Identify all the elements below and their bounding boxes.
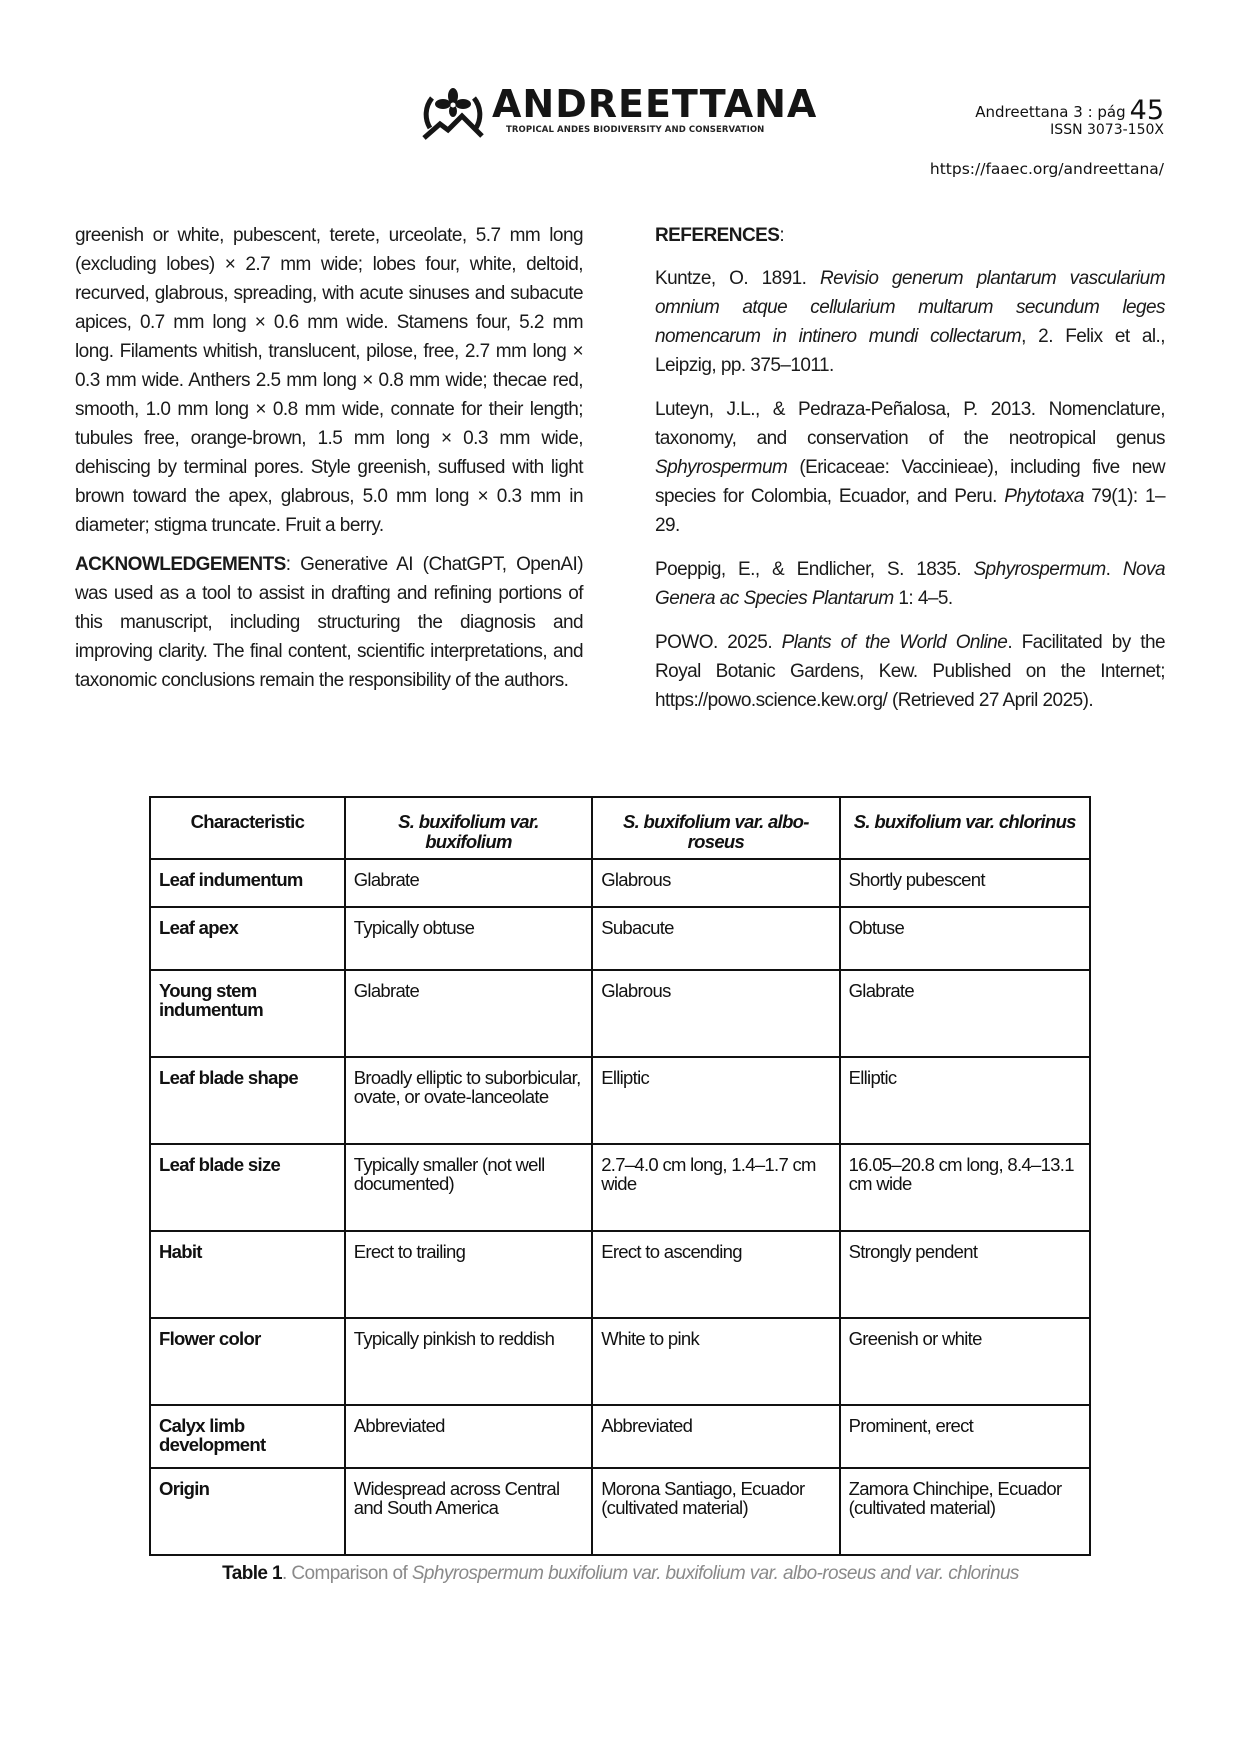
ref-text: Kuntze, O. 1891.: [655, 268, 820, 289]
table-cell: Elliptic: [840, 1057, 1090, 1144]
references-column: [655, 221, 1165, 730]
table-row: [150, 1318, 1090, 1405]
table-caption: [0, 1563, 1241, 1585]
table-cell: Widespread across Central and South America: [345, 1468, 592, 1555]
ref-text: (Ericaceae: Vaccinieae), including five new species for Colombia, Ecuador, and Peru.: [655, 457, 1165, 507]
table-row: [150, 859, 1090, 907]
table-cell: Broadly elliptic to suborbicular, ovate, or ovate-lanceolate: [345, 1057, 592, 1144]
ref-text: , 2. Felix et al., Leipzig, pp. 375–1011.: [655, 326, 1165, 376]
table-cell: Typically pinkish to reddish: [345, 1318, 592, 1405]
table-cell: Greenish or white: [840, 1318, 1090, 1405]
journal-name: ANDREETTANA: [492, 82, 818, 126]
journal-issue-label: Andreettana 3 : pág: [975, 103, 1126, 121]
table-cell: 2.7–4.0 cm long, 1.4–1.7 cm wide: [592, 1144, 839, 1231]
table-cell: Strongly pendent: [840, 1231, 1090, 1318]
characteristic-cell: Calyx limb development: [150, 1405, 345, 1468]
acknowledgements-heading: ACKNOWLEDGEMENTS: [75, 554, 286, 575]
table-row: [150, 1468, 1090, 1555]
ref-title: Nova Genera ac Species Plantarum: [655, 559, 1165, 609]
table-cell: Abbreviated: [592, 1405, 839, 1468]
table-header-row: [150, 797, 1090, 859]
characteristic-cell: Leaf blade shape: [150, 1057, 345, 1144]
reference-item: [655, 555, 1165, 613]
table-cell: Glabrous: [592, 859, 839, 907]
characteristic-cell: Habit: [150, 1231, 345, 1318]
table-cell: Zamora Chinchipe, Ecuador (cultivated material): [840, 1468, 1090, 1555]
characteristic-cell: Leaf indumentum: [150, 859, 345, 907]
page-number: 45: [1129, 95, 1164, 126]
separator: :: [285, 554, 301, 575]
table-caption-label: Table 1: [222, 1563, 283, 1584]
journal-meta: [975, 95, 1164, 138]
table-cell: 16.05–20.8 cm long, 8.4–13.1 cm wide: [840, 1144, 1090, 1231]
description-paragraph: greenish or white, pubescent, terete, urceolate, 5.7 mm long (excluding lobes) × 2.7 mm wide; lobes four, white, deltoid, recurved, glabrous, spreading, with acute sinuses and subacute apices, 0.7 mm long × 0.6 mm wide. Stamens four, 5.2 mm long. Filaments whitish, translucent, pilose, free, 2.7 mm long × 0.3 mm wide. Anthers 2.5 mm long × 0.8 mm wide; thecae red, smooth, 1.0 mm long × 0.8 mm wide, connate for their length; tubules free, orange-brown, 1.5 mm long × 0.3 mm wide, dehiscing by terminal pores. Style greenish, suffused with light brown toward the apex, glabrous, 5.0 mm long × 0.3 mm in diameter; stigma truncate. Fruit a berry.: [75, 225, 583, 536]
acknowledgements-text: Generative AI (ChatGPT, OpenAI) was used as a tool to assist in drafting and refining portions of this manuscript, including structuring the diagnosis and improving clarity. The final content, scientific interpretations, and taxonomic conclusions remain the responsibility of the authors.: [75, 554, 583, 691]
table-row: [150, 1144, 1090, 1231]
table-cell: Abbreviated: [345, 1405, 592, 1468]
journal-url-link[interactable]: https://faaec.org/andreettana/: [929, 160, 1164, 178]
references-heading-line: [655, 221, 1165, 250]
ref-text: .: [1105, 559, 1123, 580]
table-cell: Glabrate: [840, 970, 1090, 1057]
table-cell: Elliptic: [592, 1057, 839, 1144]
characteristic-cell: Origin: [150, 1468, 345, 1555]
table-row: [150, 1231, 1090, 1318]
reference-item: [655, 395, 1165, 540]
characteristic-cell: Flower color: [150, 1318, 345, 1405]
ref-text: Luteyn, J.L., & Pedraza-Peñalosa, P. 2013. Nomenclature, taxonomy, and conservation of the neotropical genus: [655, 399, 1165, 449]
acknowledgements-paragraph: [75, 550, 583, 695]
table-cell: Typically smaller (not well documented): [345, 1144, 592, 1231]
orchid-mountain-logo-icon: [418, 84, 488, 144]
table-cell: Obtuse: [840, 907, 1090, 970]
column-header: S. buxifolium var. buxifolium: [345, 797, 592, 859]
ref-text: 79(1): 1–29.: [655, 486, 1165, 536]
table-row: [150, 970, 1090, 1057]
characteristic-cell: Young stem indumentum: [150, 970, 345, 1057]
table-cell: Shortly pubescent: [840, 859, 1090, 907]
journal-logo: [418, 84, 818, 146]
journal-tagline: TROPICAL ANDES BIODIVERSITY AND CONSERVATION: [506, 125, 765, 135]
table-cell: Erect to trailing: [345, 1231, 592, 1318]
table-cell: Glabrous: [592, 970, 839, 1057]
left-column: [75, 221, 583, 705]
ref-genus: Sphyrospermum: [973, 559, 1106, 580]
reference-item: [655, 628, 1165, 715]
table-cell: Glabrate: [345, 859, 592, 907]
references-heading: REFERENCES: [655, 225, 780, 246]
ref-title: Revisio generum plantarum vascularium omnium atque cellularium multarum secundum leges nomencarum in intinero mundi collectarum: [655, 268, 1165, 347]
ref-text: POWO. 2025.: [655, 632, 782, 653]
ref-journal: Phytotaxa: [1004, 486, 1084, 507]
table-cell: Morona Santiago, Ecuador (cultivated material): [592, 1468, 839, 1555]
reference-item: [655, 264, 1165, 380]
table-row: [150, 907, 1090, 970]
issn: ISSN 3073-150X: [1050, 122, 1164, 138]
table-row: [150, 1405, 1090, 1468]
table-cell: White to pink: [592, 1318, 839, 1405]
ref-genus: Sphyrospermum: [655, 457, 788, 478]
column-header: S. buxifolium var. chlorinus: [840, 797, 1090, 859]
ref-text: Poeppig, E., & Endlicher, S. 1835.: [655, 559, 974, 580]
separator: :: [779, 225, 785, 246]
table-caption-taxa: Sphyrospermum buxifolium var. buxifolium var. albo-roseus and var. chlorinus: [411, 1563, 1019, 1584]
column-header: S. buxifolium var. albo-roseus: [592, 797, 839, 859]
ref-title: Plants of the World Online: [781, 632, 1008, 653]
table-cell: Erect to ascending: [592, 1231, 839, 1318]
column-header: Characteristic: [150, 797, 345, 859]
comparison-table: [149, 796, 1091, 1556]
table-cell: Prominent, erect: [840, 1405, 1090, 1468]
characteristic-cell: Leaf blade size: [150, 1144, 345, 1231]
table-cell: Subacute: [592, 907, 839, 970]
table-cell: Glabrate: [345, 970, 592, 1057]
table-cell: Typically obtuse: [345, 907, 592, 970]
ref-text: . Facilitated by the Royal Botanic Gardens, Kew. Published on the Internet; https://powo.science.kew.org/ (Retrieved 27 April 2025).: [655, 632, 1165, 711]
table-caption-text: . Comparison of: [282, 1563, 412, 1584]
ref-text: 1: 4–5.: [893, 588, 953, 609]
characteristic-cell: Leaf apex: [150, 907, 345, 970]
table-row: [150, 1057, 1090, 1144]
